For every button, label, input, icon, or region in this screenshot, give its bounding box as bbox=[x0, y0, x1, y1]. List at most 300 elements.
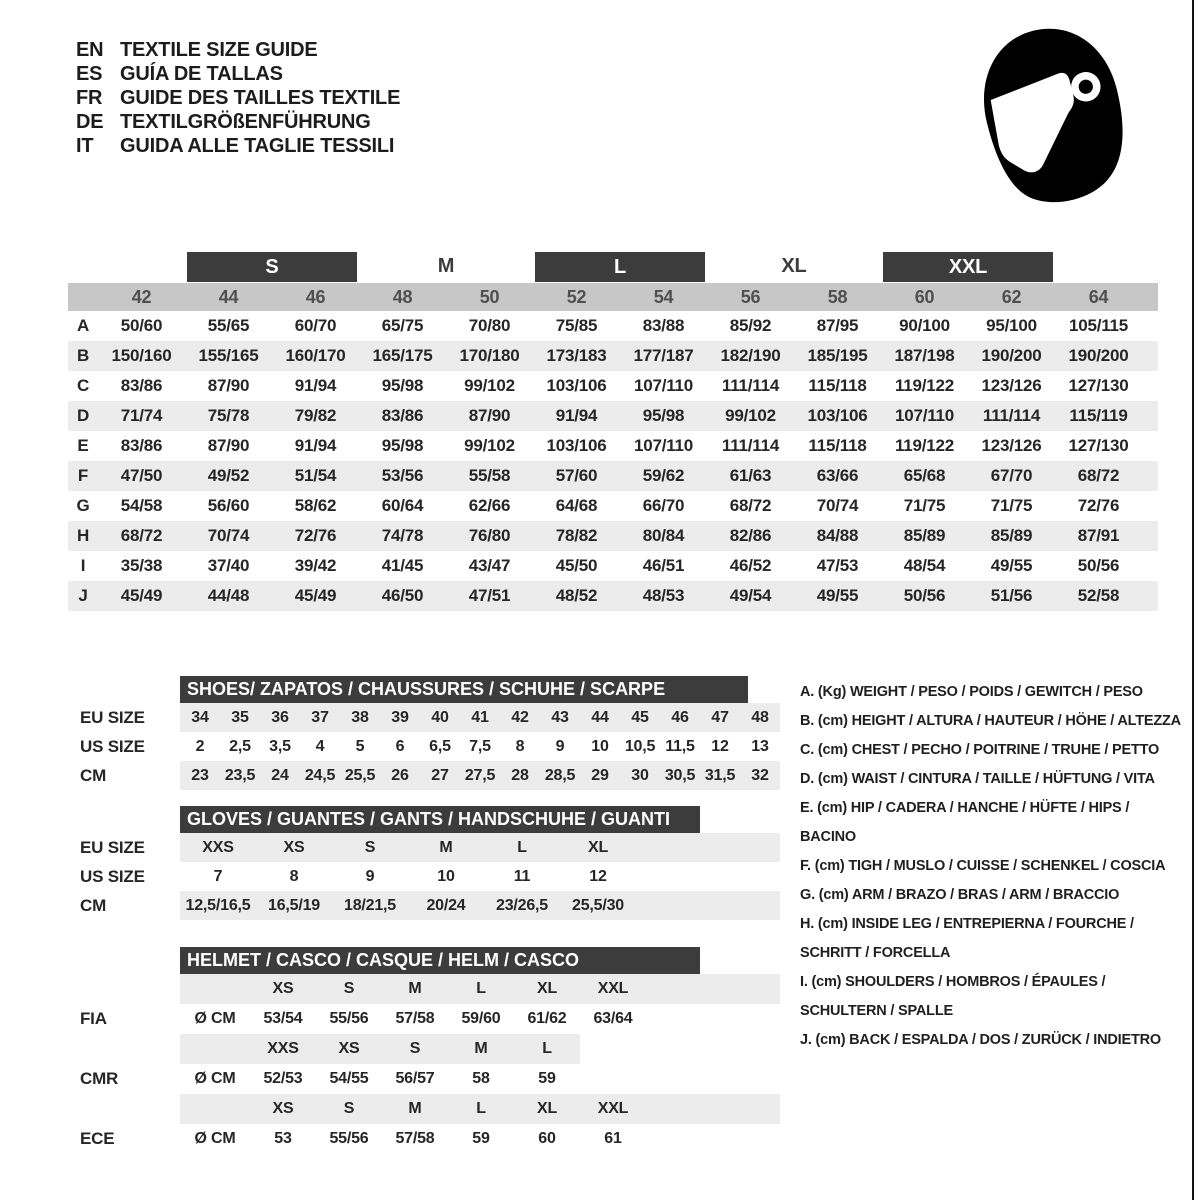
size-cell: 23 bbox=[180, 761, 220, 790]
table-cell: 35/38 bbox=[120, 556, 163, 575]
size-row bbox=[68, 703, 780, 732]
helmet-value-cell: 59/60 bbox=[461, 1010, 501, 1027]
size-number: 46 bbox=[305, 287, 326, 307]
language-title: TEXTILGRÖßENFÜHRUNG bbox=[120, 110, 371, 133]
standard-label: ECE bbox=[80, 1129, 115, 1148]
table-cell: 185/195 bbox=[807, 346, 868, 365]
table-cell: 123/126 bbox=[981, 436, 1042, 455]
size-cell: 26 bbox=[380, 761, 420, 790]
table-cell: 61/63 bbox=[729, 466, 772, 485]
shoes-table bbox=[68, 703, 780, 790]
helmet-size-cell: M bbox=[448, 1034, 514, 1064]
helmet-value-cell: 59 bbox=[538, 1070, 556, 1087]
measurement-legend bbox=[800, 678, 1184, 1055]
language-title: GUIDE DES TAILLES TEXTILE bbox=[120, 86, 401, 109]
table-cell: 50/56 bbox=[1077, 556, 1120, 575]
table-cell: 57/60 bbox=[555, 466, 598, 485]
table-cell: 68/72 bbox=[1077, 466, 1120, 485]
table-cell: 95/98 bbox=[381, 376, 424, 395]
table-cell: 46/50 bbox=[381, 586, 424, 605]
size-cell: 48 bbox=[740, 703, 780, 732]
table-row bbox=[68, 431, 1158, 461]
table-cell: 62/66 bbox=[468, 496, 511, 515]
size-cell: 7,5 bbox=[469, 737, 491, 755]
size-cell: 6 bbox=[395, 737, 405, 755]
row-letter: F bbox=[77, 466, 89, 485]
size-cell: 45 bbox=[620, 703, 660, 732]
table-cell: 103/106 bbox=[807, 406, 868, 425]
language-title: TEXTILE SIZE GUIDE bbox=[120, 38, 318, 61]
table-cell: 65/68 bbox=[903, 466, 946, 485]
table-cell: 70/80 bbox=[468, 316, 511, 335]
size-cell: 23,5 bbox=[220, 761, 260, 790]
size-cell: 38 bbox=[340, 703, 380, 732]
language-row bbox=[76, 38, 400, 62]
table-row bbox=[68, 311, 1158, 341]
size-number: 56 bbox=[740, 287, 761, 307]
size-cell: 12,5/16,5 bbox=[180, 891, 256, 920]
table-cell: 44/48 bbox=[207, 586, 250, 605]
table-cell: 71/75 bbox=[903, 496, 946, 515]
helmet-size-cell: XS bbox=[250, 1094, 316, 1124]
size-cell: 37 bbox=[300, 703, 340, 732]
table-row bbox=[68, 401, 1158, 431]
table-cell: 119/122 bbox=[894, 436, 955, 455]
table-row bbox=[68, 581, 1158, 611]
helmet-table bbox=[68, 974, 780, 1154]
table-cell: 99/102 bbox=[725, 406, 776, 425]
table-cell: 50/60 bbox=[120, 316, 163, 335]
table-cell: 103/106 bbox=[546, 436, 607, 455]
helmet-size-cell: M bbox=[382, 974, 448, 1004]
helmet-value-cell: 63/64 bbox=[593, 1010, 633, 1027]
helmet-value-cell bbox=[580, 1064, 646, 1094]
size-cell: 8 bbox=[289, 867, 299, 885]
helmet-value-cell: 59 bbox=[472, 1130, 490, 1147]
size-cell: 20/24 bbox=[408, 891, 484, 920]
table-cell: 119/122 bbox=[894, 376, 955, 395]
table-cell: 91/94 bbox=[555, 406, 598, 425]
table-cell: 177/187 bbox=[633, 346, 694, 365]
table-cell: 165/175 bbox=[372, 346, 433, 365]
table-cell: 60/64 bbox=[381, 496, 424, 515]
table-cell: 59/62 bbox=[642, 466, 685, 485]
table-cell: 56/60 bbox=[207, 496, 250, 515]
row-label bbox=[68, 1094, 180, 1124]
size-cell: 7 bbox=[213, 867, 223, 885]
table-cell: 90/100 bbox=[899, 316, 950, 335]
table-row bbox=[68, 521, 1158, 551]
unit-spacer bbox=[180, 974, 250, 1004]
helmet-values-row bbox=[68, 1004, 780, 1034]
legend-item: F. (cm) TIGH / MUSLO / CUISSE / SCHENKEL / COSCIA bbox=[800, 858, 1166, 874]
table-cell: 55/65 bbox=[207, 316, 250, 335]
size-cell: 13 bbox=[751, 737, 769, 755]
size-number: 50 bbox=[479, 287, 500, 307]
table-cell: 99/102 bbox=[464, 376, 515, 395]
size-cell: XL bbox=[560, 833, 636, 862]
row-filler bbox=[646, 1004, 780, 1034]
row-label: EU SIZE bbox=[80, 837, 145, 857]
table-row bbox=[68, 551, 1158, 581]
legend-item: I. (cm) SHOULDERS / HOMBROS / ÉPAULES / SCHULTERN / SPALLE bbox=[800, 974, 1106, 1019]
table-cell: 39/42 bbox=[294, 556, 337, 575]
table-cell: 107/110 bbox=[633, 376, 694, 395]
table-cell: 50/56 bbox=[903, 586, 946, 605]
table-cell: 58/62 bbox=[294, 496, 337, 515]
table-cell: 54/58 bbox=[120, 496, 163, 515]
table-cell: 75/78 bbox=[207, 406, 250, 425]
table-cell: 91/94 bbox=[294, 436, 337, 455]
unit-cell: Ø CM bbox=[194, 1130, 236, 1147]
size-number: 58 bbox=[827, 287, 848, 307]
table-cell: 127/130 bbox=[1068, 436, 1129, 455]
helmet-size-cell: L bbox=[448, 974, 514, 1004]
size-number: 62 bbox=[1001, 287, 1022, 307]
size-cell: 42 bbox=[500, 703, 540, 732]
row-label: US SIZE bbox=[80, 866, 145, 886]
table-cell: 95/98 bbox=[381, 436, 424, 455]
row-filler bbox=[646, 1094, 780, 1124]
legend-item: J. (cm) BACK / ESPALDA / DOS / ZURÜCK / INDIETRO bbox=[800, 1032, 1161, 1048]
language-row bbox=[76, 134, 400, 158]
gloves-table bbox=[68, 833, 780, 920]
language-title-list bbox=[76, 38, 400, 158]
row-filler bbox=[646, 1124, 780, 1154]
table-row bbox=[68, 341, 1158, 371]
helmet-value-cell: 54/55 bbox=[329, 1070, 369, 1087]
size-label-plain: M bbox=[437, 255, 455, 277]
table-cell: 160/170 bbox=[285, 346, 346, 365]
table-cell: 85/89 bbox=[990, 526, 1033, 545]
table-cell: 80/84 bbox=[642, 526, 685, 545]
row-letter: B bbox=[76, 346, 90, 365]
size-label-boxed: L bbox=[535, 252, 705, 282]
size-cell: 11 bbox=[513, 867, 531, 885]
table-cell: 51/54 bbox=[294, 466, 337, 485]
table-cell: 150/160 bbox=[111, 346, 172, 365]
helmet-value-cell: 52/53 bbox=[263, 1070, 303, 1087]
table-cell: 75/85 bbox=[555, 316, 598, 335]
row-label bbox=[68, 1034, 180, 1064]
table-cell: 55/58 bbox=[468, 466, 511, 485]
language-title: GUIDA ALLE TAGLIE TESSILI bbox=[120, 134, 395, 157]
table-cell: 84/88 bbox=[816, 526, 859, 545]
table-cell: 68/72 bbox=[729, 496, 772, 515]
row-label: CM bbox=[80, 895, 107, 915]
table-cell: 47/51 bbox=[468, 586, 511, 605]
language-code: EN bbox=[76, 38, 104, 61]
helmet-value-cell: 60 bbox=[538, 1130, 556, 1147]
size-cell: M bbox=[408, 833, 484, 862]
unit-cell: Ø CM bbox=[194, 1010, 236, 1027]
size-cell: 41 bbox=[460, 703, 500, 732]
table-cell: 52/58 bbox=[1077, 586, 1120, 605]
row-filler bbox=[646, 974, 780, 1004]
size-cell: 23/26,5 bbox=[484, 891, 560, 920]
helmet-sizes-row bbox=[68, 974, 780, 1004]
helmet-value-cell: 53/54 bbox=[263, 1010, 303, 1027]
row-filler bbox=[636, 862, 780, 891]
table-cell: 87/90 bbox=[468, 406, 511, 425]
legend-item: C. (cm) CHEST / PECHO / POITRINE / TRUHE / PETTO bbox=[800, 742, 1160, 758]
size-cell: 12 bbox=[711, 737, 729, 755]
size-cell: 47 bbox=[700, 703, 740, 732]
size-number: 60 bbox=[914, 287, 935, 307]
bottom-sections bbox=[68, 676, 780, 1154]
size-cell: 30 bbox=[620, 761, 660, 790]
size-cell: 46 bbox=[660, 703, 700, 732]
table-cell: 107/110 bbox=[633, 436, 694, 455]
table-cell: 70/74 bbox=[816, 496, 859, 515]
size-cell: 27 bbox=[420, 761, 460, 790]
table-cell: 95/98 bbox=[642, 406, 685, 425]
row-letter: G bbox=[76, 496, 90, 515]
table-cell: 87/91 bbox=[1077, 526, 1120, 545]
table-cell: 47/50 bbox=[120, 466, 163, 485]
row-filler bbox=[636, 833, 780, 862]
table-cell: 87/90 bbox=[207, 376, 250, 395]
table-cell: 85/89 bbox=[903, 526, 946, 545]
table-cell: 99/102 bbox=[464, 436, 515, 455]
helmet-value-cell: 61/62 bbox=[527, 1010, 567, 1027]
helmet-sizes-row bbox=[68, 1034, 780, 1064]
table-cell: 49/55 bbox=[990, 556, 1033, 575]
helmet-size-cell: XXL bbox=[580, 974, 646, 1004]
helmet-size-cell: S bbox=[316, 1094, 382, 1124]
language-code: DE bbox=[76, 110, 104, 133]
helmet-section-title: HELMET / CASCO / CASQUE / HELM / CASCO bbox=[180, 947, 700, 974]
size-cell: 16,5/19 bbox=[256, 891, 332, 920]
size-cell: 2,5 bbox=[229, 737, 251, 755]
size-label-boxed: S bbox=[187, 252, 357, 282]
size-cell: 11,5 bbox=[665, 737, 695, 755]
row-label: EU SIZE bbox=[80, 707, 145, 727]
table-cell: 70/74 bbox=[207, 526, 250, 545]
table-cell: 48/53 bbox=[642, 586, 685, 605]
table-cell: 115/118 bbox=[808, 436, 867, 455]
table-cell: 187/198 bbox=[894, 346, 955, 365]
standard-label: CMR bbox=[80, 1069, 119, 1088]
table-cell: 190/200 bbox=[1068, 346, 1129, 365]
row-letter: J bbox=[78, 586, 88, 605]
helmet-size-cell: XS bbox=[316, 1034, 382, 1064]
helmet-size-cell: L bbox=[448, 1094, 514, 1124]
helmet-value-cell: 55/56 bbox=[329, 1010, 369, 1027]
size-cell: 30,5 bbox=[660, 761, 700, 790]
size-cell: 40 bbox=[420, 703, 460, 732]
row-label bbox=[68, 974, 180, 1004]
main-size-table bbox=[68, 250, 1158, 611]
table-cell: 79/82 bbox=[294, 406, 337, 425]
language-title: GUÍA DE TALLAS bbox=[120, 62, 283, 85]
table-cell: 72/76 bbox=[1077, 496, 1120, 515]
size-number: 52 bbox=[566, 287, 587, 307]
size-cell: 24,5 bbox=[300, 761, 340, 790]
legend-item: G. (cm) ARM / BRAZO / BRAS / ARM / BRACCIO bbox=[800, 887, 1120, 903]
table-cell: 48/54 bbox=[903, 556, 946, 575]
legend-item: A. (Kg) WEIGHT / PESO / POIDS / GEWITCH / PESO bbox=[800, 684, 1143, 700]
table-cell: 45/50 bbox=[555, 556, 598, 575]
table-cell: 123/126 bbox=[981, 376, 1042, 395]
size-cell: L bbox=[484, 833, 560, 862]
table-cell: 83/86 bbox=[381, 406, 424, 425]
legend-item: D. (cm) WAIST / CINTURA / TAILLE / HÜFTUNG / VITA bbox=[800, 771, 1155, 787]
table-cell: 64/68 bbox=[555, 496, 598, 515]
legend-item: H. (cm) INSIDE LEG / ENTREPIERNA / FOURCHE / SCHRITT / FORCELLA bbox=[800, 916, 1134, 961]
table-cell: 155/165 bbox=[198, 346, 259, 365]
row-label: CM bbox=[80, 765, 107, 785]
table-cell: 173/183 bbox=[546, 346, 607, 365]
helmet-size-cell: XL bbox=[514, 974, 580, 1004]
size-cell: 6,5 bbox=[429, 737, 451, 755]
band-spacer bbox=[68, 283, 98, 311]
language-row bbox=[76, 86, 400, 110]
helmet-size-cell: S bbox=[316, 974, 382, 1004]
table-cell: 65/75 bbox=[381, 316, 424, 335]
row-filler bbox=[646, 1034, 780, 1064]
table-cell: 83/86 bbox=[120, 436, 163, 455]
helmet-value-cell: 53 bbox=[274, 1130, 292, 1147]
language-code: FR bbox=[76, 86, 103, 109]
helmet-value-cell: 55/56 bbox=[329, 1130, 369, 1147]
helmet-size-cell: L bbox=[514, 1034, 580, 1064]
size-cell: 9 bbox=[365, 867, 375, 885]
table-cell: 51/56 bbox=[990, 586, 1033, 605]
size-number: 64 bbox=[1088, 287, 1109, 307]
table-cell: 45/49 bbox=[120, 586, 163, 605]
table-row bbox=[68, 491, 1158, 521]
table-row bbox=[68, 371, 1158, 401]
size-label-row bbox=[68, 250, 1158, 283]
row-letter: I bbox=[80, 556, 86, 575]
table-cell: 83/86 bbox=[120, 376, 163, 395]
table-cell: 49/54 bbox=[729, 586, 772, 605]
helmet-size-cell: S bbox=[382, 1034, 448, 1064]
table-cell: 72/76 bbox=[294, 526, 337, 545]
size-cell: XXS bbox=[180, 833, 256, 862]
table-cell: 107/110 bbox=[894, 406, 955, 425]
row-letter: C bbox=[76, 376, 90, 395]
table-cell: 182/190 bbox=[720, 346, 781, 365]
table-cell: 46/52 bbox=[729, 556, 772, 575]
table-cell: 49/52 bbox=[207, 466, 250, 485]
size-cell: 25,5 bbox=[340, 761, 380, 790]
row-letter: H bbox=[76, 526, 90, 545]
table-cell: 60/70 bbox=[294, 316, 337, 335]
helmet-value-cell: 58 bbox=[472, 1070, 490, 1087]
table-cell: 111/114 bbox=[721, 376, 780, 395]
helmet-icon bbox=[966, 20, 1144, 208]
table-cell: 87/95 bbox=[816, 316, 859, 335]
row-letter: D bbox=[76, 406, 90, 425]
table-cell: 103/106 bbox=[546, 376, 607, 395]
table-cell: 47/53 bbox=[816, 556, 859, 575]
row-letter: E bbox=[77, 436, 89, 455]
unit-spacer bbox=[180, 1034, 250, 1064]
helmet-value-cell: 57/58 bbox=[395, 1130, 435, 1147]
size-number-band bbox=[68, 283, 1158, 311]
gloves-section-title: GLOVES / GUANTES / GANTS / HANDSCHUHE / GUANTI bbox=[180, 806, 700, 833]
legend-item: B. (cm) HEIGHT / ALTURA / HAUTEUR / HÖHE / ALTEZZA bbox=[800, 713, 1181, 729]
size-cell: 18/21,5 bbox=[332, 891, 408, 920]
table-cell: 68/72 bbox=[120, 526, 163, 545]
size-cell: 9 bbox=[555, 737, 565, 755]
helmet-value-cell: 56/57 bbox=[395, 1070, 435, 1087]
table-cell: 82/86 bbox=[729, 526, 772, 545]
table-cell: 43/47 bbox=[468, 556, 511, 575]
size-row bbox=[68, 761, 780, 790]
table-cell: 48/52 bbox=[555, 586, 598, 605]
size-label-boxed: XXL bbox=[883, 252, 1053, 282]
table-cell: 78/82 bbox=[555, 526, 598, 545]
helmet-values-row bbox=[68, 1124, 780, 1154]
size-cell: 2 bbox=[195, 737, 205, 755]
language-code: ES bbox=[76, 62, 103, 85]
helmet-values-row bbox=[68, 1064, 780, 1094]
table-cell: 190/200 bbox=[981, 346, 1042, 365]
scan-edge-line bbox=[1192, 0, 1194, 1200]
legend-item: E. (cm) HIP / CADERA / HANCHE / HÜFTE / HIPS / BACINO bbox=[800, 800, 1130, 845]
table-cell: 45/49 bbox=[294, 586, 337, 605]
size-row bbox=[68, 833, 780, 862]
table-cell: 41/45 bbox=[381, 556, 424, 575]
standard-label: FIA bbox=[80, 1009, 107, 1028]
table-cell: 46/51 bbox=[642, 556, 685, 575]
table-cell: 127/130 bbox=[1068, 376, 1129, 395]
size-cell: 5 bbox=[355, 737, 365, 755]
table-cell: 105/115 bbox=[1068, 316, 1129, 335]
helmet-size-cell: XS bbox=[250, 974, 316, 1004]
size-cell: 28,5 bbox=[540, 761, 580, 790]
table-cell: 87/90 bbox=[207, 436, 250, 455]
size-cell: 32 bbox=[740, 761, 780, 790]
table-cell: 115/119 bbox=[1069, 406, 1128, 425]
size-number: 42 bbox=[131, 287, 152, 307]
size-cell: 29 bbox=[580, 761, 620, 790]
shoes-section-title: SHOES/ ZAPATOS / CHAUSSURES / SCHUHE / SCARPE bbox=[180, 676, 748, 703]
table-cell: 66/70 bbox=[642, 496, 685, 515]
table-cell: 37/40 bbox=[207, 556, 250, 575]
table-cell: 111/114 bbox=[982, 406, 1041, 425]
size-number: 54 bbox=[653, 287, 674, 307]
size-cell: 4 bbox=[315, 737, 325, 755]
table-cell: 71/75 bbox=[990, 496, 1033, 515]
table-cell: 91/94 bbox=[294, 376, 337, 395]
row-filler bbox=[646, 1064, 780, 1094]
table-cell: 67/70 bbox=[990, 466, 1033, 485]
size-number: 44 bbox=[218, 287, 239, 307]
table-cell: 74/78 bbox=[381, 526, 424, 545]
size-cell: 24 bbox=[260, 761, 300, 790]
size-cell: 36 bbox=[260, 703, 300, 732]
unit-spacer bbox=[180, 1094, 250, 1124]
size-cell: 8 bbox=[515, 737, 525, 755]
unit-cell: Ø CM bbox=[194, 1070, 236, 1087]
size-row bbox=[68, 891, 780, 920]
size-cell: 10,5 bbox=[624, 737, 656, 755]
helmet-size-cell: M bbox=[382, 1094, 448, 1124]
size-row bbox=[68, 732, 780, 761]
table-cell: 170/180 bbox=[459, 346, 520, 365]
size-cell: 43 bbox=[540, 703, 580, 732]
table-cell: 85/92 bbox=[729, 316, 772, 335]
size-cell: 25,5/30 bbox=[560, 891, 636, 920]
measurement-rows bbox=[68, 311, 1158, 611]
row-letter: A bbox=[76, 316, 90, 335]
row-filler bbox=[636, 891, 780, 920]
size-cell: XS bbox=[256, 833, 332, 862]
